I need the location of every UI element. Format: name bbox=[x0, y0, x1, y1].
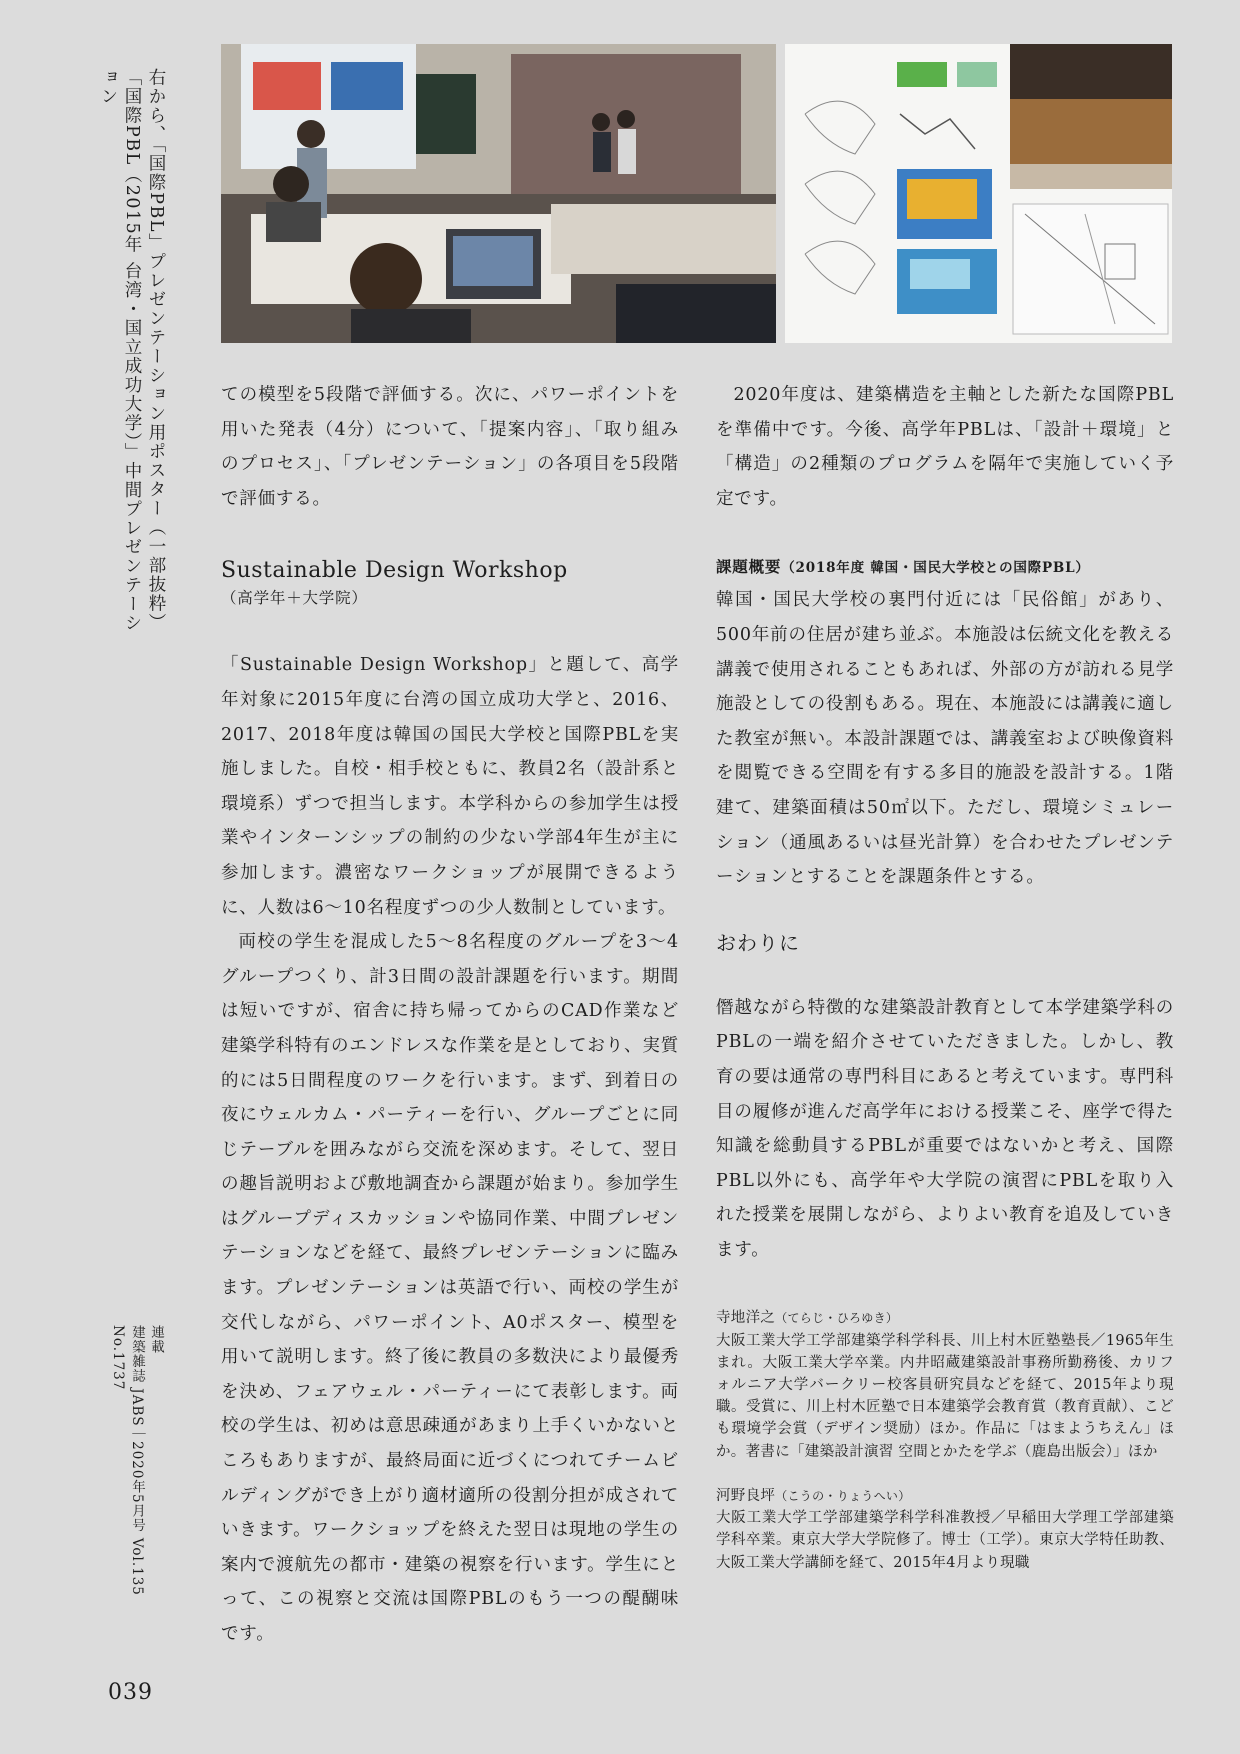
section-subheading: （高学年＋大学院） bbox=[221, 589, 368, 608]
author-1-profile: 大阪工業大学工学部建築学科学科長、川上村木匠塾塾長／1965年生まれ。大阪工業大学卒業。内井昭蔵建築設計事務所勤務後、カリフォルニア大学バークリー校客員研究員などを経て、2015年より現職。受賞に、川上村木匠塾で日本建築学会教育賞（教育貢献）、こども環境学会賞（デザイン奨励）ほか。作品に「はまようちえん」ほか。著書に「建築設計演習 空間とかたを学ぶ（鹿島出版会）」ほか bbox=[716, 1332, 1174, 1460]
author-bio-1 bbox=[716, 1307, 1174, 1462]
assignment-title: 課題概要 bbox=[716, 557, 782, 577]
author-1-reading: （てらじ・ひろゆき） bbox=[775, 1311, 899, 1326]
photo-caption bbox=[96, 68, 168, 648]
assignment-body: 韓国・国民大学校の裏門付近には「民俗館」があり、500年前の住居が建ち並ぶ。本施設は伝統文化を教える講義で使用されることもあれば、外部の方が訪れる見学施設としての役割もある。現在、本施設には講義に適した教室が無い。本設計課題では、講義室および映像資料を閲覧できる空間を有する多目的施設を設計する。1階建て、建築面積は50㎡以下。ただし、環境シミュレーション（通風あるいは昼光計算）を合わせたプレゼンテーションとすることを課題条件とする。 bbox=[716, 590, 1174, 888]
poster-illustration bbox=[785, 44, 1172, 343]
caption-line-2: 「国際PBL（2015年 台湾・国立成功大学）」中間プレゼンテーション bbox=[98, 68, 142, 633]
author-2-reading: （こうの・りょうへい） bbox=[775, 1488, 911, 1503]
conclusion-body: 僭越ながら特徴的な建築設計教育として本学建築学科のPBLの一端を紹介させていただきました。しかし、教育の要は通常の専門科目にあると考えています。専門科目の履修が進んだ高学年における授業こそ、座学で得た知識を総動員するPBLが重要ではないかと考え、国際PBL以外にも、高学年や大学院の演習にPBLを取り入れた授業を展開しながら、よりよい教育を追及していきます。 bbox=[716, 997, 1174, 1260]
right-column bbox=[716, 378, 1174, 1574]
conclusion-heading: おわりに bbox=[716, 930, 800, 955]
page-number: 039 bbox=[108, 1680, 153, 1705]
journal-info: 建築雑誌 JABS｜2020年5月号 Vol.135 No.1737 bbox=[110, 1325, 145, 1596]
classroom-photo-illustration bbox=[221, 44, 776, 343]
assignment-heading bbox=[716, 552, 1174, 583]
classroom-photo bbox=[221, 44, 776, 343]
poster-excerpt bbox=[785, 44, 1172, 343]
plan-paragraph: 2020年度は、建築構造を主軸とした新たな国際PBLを準備中です。今後、高学年PBLは、「設計＋環境」と「構造」の2種類のプログラムを隔年で実施していく予定です。 bbox=[716, 385, 1174, 509]
body-paragraph-1: 「Sustainable Design Workshop」と題して、高学年対象に2015年度に台湾の国立成功大学と、2016、2017、2018年度は韓国の国民大学校と国際PBLを実施しました。自校・相手校ともに、教員2名（設計系と環境系）ずつで担当します。本学科からの参加学生は授業やインターンシップの制約の少ない学部4年生が主に参加します。濃密なワークショップが展開できるように、人数は6〜10名程度ずつの少人数制としています。 bbox=[221, 655, 679, 918]
body-paragraph-2: 両校の学生を混成した5〜8名程度のグループを3〜4グループつくり、計3日間の設計課題を行います。期間は短いですが、宿舎に持ち帰ってからのCAD作業など建築学科特有のエンドレスな作業を是としており、実質的には5日間程度のワークを行います。まず、到着日の夜にウェルカム・パーティーを行い、グループごとに同じテーブルを囲みながら交流を深めます。そして、翌日の趣旨説明および敷地調査から課題が始まり。参加学生はグループディスカッションや協同作業、中間プレゼンテーションなどを経て、最終プレゼンテーションに臨みます。プレゼンテーションは英語で行い、両校の学生が交代しながら、パワーポイント、A0ポスター、模型を用いて説明します。終了後に教員の多数決により最優秀を決め、フェアウェル・パーティーにて表彰します。両校の学生は、初めは意思疎通があまり上手くいかないところもありますが、最終局面に近づくにつれてチームビルディングができ上がり適材適所の役割分担が成されていきます。ワークショップを終えた翌日は現地の学生の案内で渡航先の都市・建築の視察を行います。学生にとって、この視察と交流は国際PBLのもう一つの醍醐味です。 bbox=[221, 932, 679, 1644]
author-2-name: 河野良坪 bbox=[716, 1487, 776, 1504]
author-bio-2 bbox=[716, 1485, 1174, 1574]
series-label: 連載 bbox=[148, 1325, 164, 1354]
section-heading-sdw: Sustainable Design Workshop bbox=[221, 558, 568, 584]
journal-footer bbox=[108, 1325, 165, 1655]
left-column bbox=[221, 378, 679, 1652]
author-2-profile: 大阪工業大学工学部建築学科学科准教授／早稲田大学理工学部建築学科卒業。東京大学大学院修了。博士（工学）。東京大学特任助教、大阪工業大学講師を経て、2015年4月より現職 bbox=[716, 1510, 1174, 1571]
author-1-name: 寺地洋之 bbox=[716, 1310, 776, 1327]
intro-paragraph: ての模型を5段階で評価する。次に、パワーポイントを用いた発表（4分）について、「提案内容」、「取り組みのプロセス」、「プレゼンテーション」の各項目を5段階で評価する。 bbox=[221, 385, 679, 509]
caption-line-1: 右から、「国際PBL」プレゼンテーション用ポスター（一部抜粋） bbox=[146, 68, 166, 633]
assignment-title-note: （2018年度 韓国・国民大学校との国際PBL） bbox=[781, 560, 1090, 577]
